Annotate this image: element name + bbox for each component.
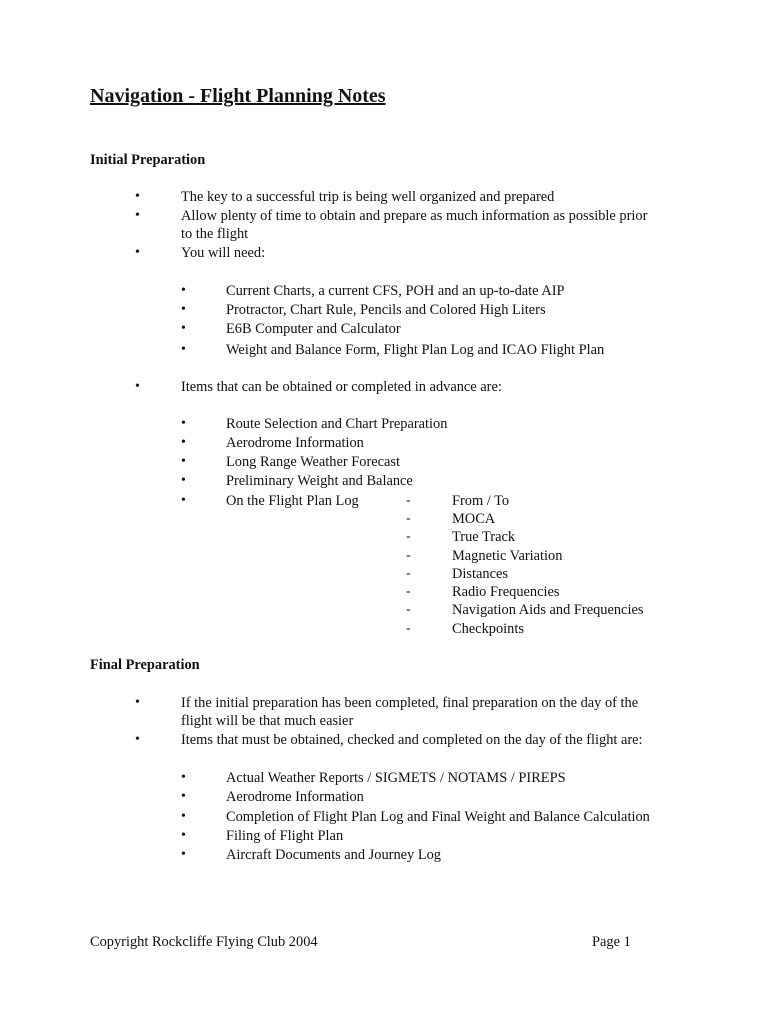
bullet: • (181, 847, 186, 862)
log-item: MOCA (452, 511, 496, 527)
bullet: • (135, 695, 140, 710)
dash: - (406, 548, 411, 563)
sub-list-item: On the Flight Plan Log (226, 493, 359, 509)
log-item: From / To (452, 493, 510, 509)
document-title: Navigation - Flight Planning Notes (90, 85, 386, 107)
list-item-continuation: flight will be that much easier (181, 713, 354, 729)
log-item: Distances (452, 566, 508, 582)
sub-list-item: Long Range Weather Forecast (226, 454, 401, 470)
list-item: Items that must be obtained, checked and completed on the day of the flight are: (181, 732, 643, 748)
bullet: • (181, 283, 186, 298)
sub-list-item: Aircraft Documents and Journey Log (226, 847, 441, 863)
bullet: • (181, 454, 186, 469)
sub-list-item: Aerodrome Information (226, 435, 364, 451)
sub-list-item: Preliminary Weight and Balance (226, 473, 413, 489)
dash: - (406, 529, 411, 544)
sub-list-item: Actual Weather Reports / SIGMETS / NOTAMS / PIREPS (226, 770, 566, 786)
list-item: Allow plenty of time to obtain and prepare as much information as possible prior (181, 208, 648, 224)
footer-page-number: Page 1 (592, 934, 631, 950)
log-item: Navigation Aids and Frequencies (452, 602, 644, 618)
bullet: • (181, 770, 186, 785)
bullet: • (135, 379, 140, 394)
sub-list-item: Current Charts, a current CFS, POH and an up-to-date AIP (226, 283, 565, 299)
sub-list-item: Protractor, Chart Rule, Pencils and Colored High Liters (226, 302, 546, 318)
bullet: • (181, 789, 186, 804)
sub-list-item: E6B Computer and Calculator (226, 321, 401, 337)
section-heading-initial: Initial Preparation (90, 152, 206, 168)
dash: - (406, 566, 411, 581)
list-item: Items that can be obtained or completed in advance are: (181, 379, 502, 395)
log-item: Checkpoints (452, 621, 524, 637)
bullet: • (181, 473, 186, 488)
log-item: True Track (452, 529, 516, 545)
bullet: • (181, 809, 186, 824)
log-item: Magnetic Variation (452, 548, 563, 564)
list-item: If the initial preparation has been completed, final preparation on the day of the (181, 695, 639, 711)
bullet: • (135, 189, 140, 204)
bullet: • (181, 302, 186, 317)
bullet: • (181, 435, 186, 450)
dash: - (406, 621, 411, 636)
sub-list-item: Route Selection and Chart Preparation (226, 416, 448, 432)
footer-copyright: Copyright Rockcliffe Flying Club 2004 (90, 934, 318, 950)
log-item: Radio Frequencies (452, 584, 560, 600)
section-heading-final: Final Preparation (90, 657, 200, 673)
dash: - (406, 493, 411, 508)
bullet: • (181, 321, 186, 336)
dash: - (406, 602, 411, 617)
bullet: • (181, 416, 186, 431)
bullet: • (181, 342, 186, 357)
bullet: • (181, 493, 186, 508)
bullet: • (135, 208, 140, 223)
sub-list-item: Completion of Flight Plan Log and Final Weight and Balance Calculation (226, 809, 650, 825)
list-item: You will need: (181, 245, 266, 261)
bullet: • (181, 828, 186, 843)
list-item-continuation: to the flight (181, 226, 249, 242)
sub-list-item: Aerodrome Information (226, 789, 364, 805)
sub-list-item: Filing of Flight Plan (226, 828, 344, 844)
bullet: • (135, 245, 140, 260)
sub-list-item: Weight and Balance Form, Flight Plan Log and ICAO Flight Plan (226, 342, 605, 358)
bullet: • (135, 732, 140, 747)
dash: - (406, 584, 411, 599)
dash: - (406, 511, 411, 526)
list-item: The key to a successful trip is being well organized and prepared (181, 189, 555, 205)
